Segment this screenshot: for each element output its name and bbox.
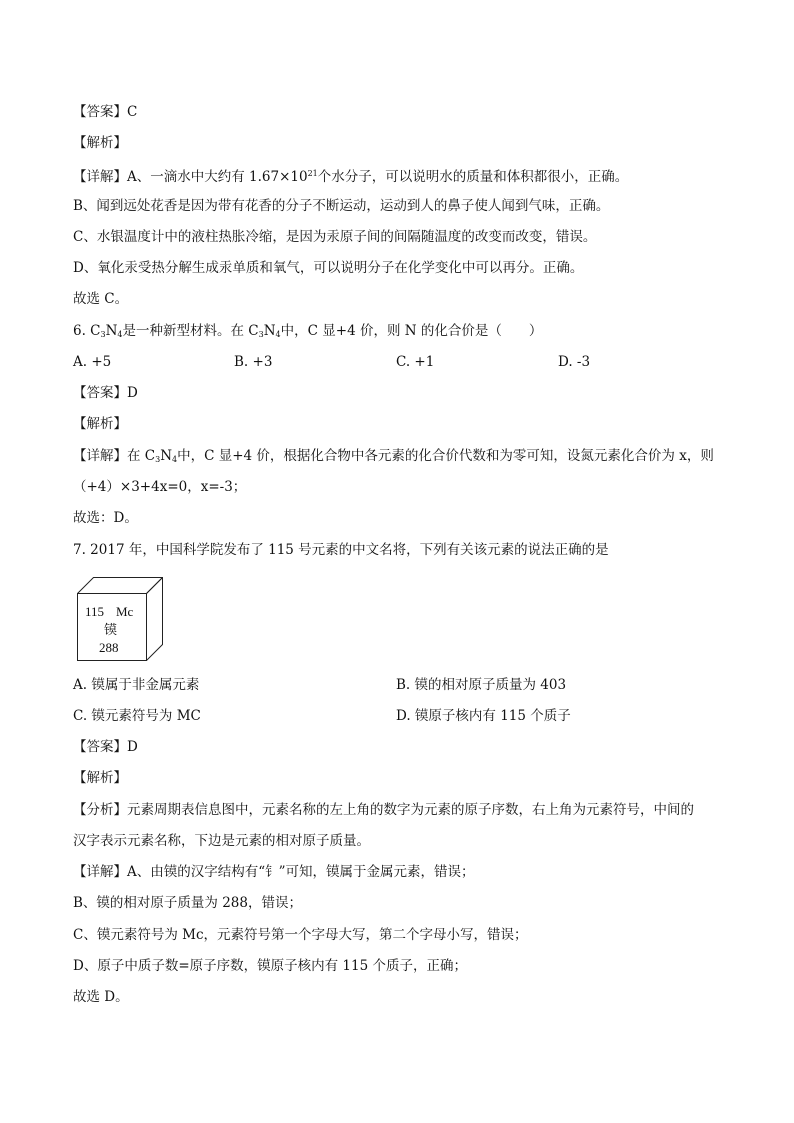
q5-detail-sup: 21 — [307, 169, 318, 178]
q6-sub4b: 4 — [275, 330, 281, 339]
q6-option-d: D. -3 — [558, 354, 591, 370]
q7-option-b: B. 镆的相对原子质量为 403 — [396, 677, 567, 693]
q6-detail-sub3: 3 — [155, 455, 161, 464]
q6-sub4: 4 — [117, 330, 123, 339]
q6-detail-b: 中，C 显+4 价，根据化合物中各元素的化合价代数和为零可知，设氮元素化合价为 x，则 — [177, 448, 714, 464]
q7-fenxi-2: 汉字表示元素名称，下边是元素的相对原子质量。 — [73, 833, 370, 849]
q6-analysis-label: 【解析】 — [73, 416, 127, 432]
q6-detail-sub4: 4 — [172, 455, 178, 464]
q6-stem — [73, 322, 542, 344]
q7-conclusion: 故选 D。 — [73, 989, 129, 1005]
q6-conclusion: 故选：D。 — [73, 510, 138, 526]
q7-answer: 【答案】D — [73, 739, 138, 755]
q6-detail-n: N — [160, 448, 173, 464]
q5-detail-prefix: 【详解】A、一滴水中大约有 1.67×10 — [73, 169, 308, 185]
q6-detail-1 — [73, 447, 714, 469]
q5-detail-a — [73, 165, 628, 186]
q7-detail-d: D、原子中质子数=原子序数，镆原子核内有 115 个质子，正确； — [73, 958, 467, 974]
q5-analysis-label: 【解析】 — [73, 135, 127, 151]
q6-sub3b: 3 — [258, 330, 264, 339]
q7-analysis-label: 【解析】 — [73, 770, 127, 786]
element-mass: 288 — [99, 640, 119, 655]
q5-detail-b: B、闻到远处花香是因为带有花香的分子不断运动，运动到人的鼻子使人闻到气味，正确。 — [73, 198, 610, 214]
q6-stem-end: 中，C 显+4 价，则 N 的化合价是（ ） — [280, 323, 543, 339]
q5-detail-suffix: 个水分子，可以说明水的质量和体积都很小，正确。 — [317, 169, 629, 185]
q6-option-c: C. +1 — [396, 354, 435, 370]
element-name: 镆 — [104, 622, 118, 637]
q7-option-d: D. 镆原子核内有 115 个质子 — [396, 708, 571, 724]
q6-stem-num: 6. C — [73, 323, 101, 339]
q6-detail-a: 【详解】在 C — [73, 448, 156, 464]
q6-sub3: 3 — [100, 330, 106, 339]
q7-fenxi-1: 【分析】元素周期表信息图中，元素名称的左上角的数字为元素的原子序数，右上角为元素符号，中间的 — [73, 802, 694, 818]
q6-option-a: A. +5 — [73, 354, 112, 370]
q5-answer: 【答案】C — [73, 104, 138, 120]
q7-option-a: A. 镆属于非金属元素 — [73, 677, 200, 693]
q7-option-c: C. 镆元素符号为 MC — [73, 708, 201, 724]
q5-conclusion: 故选 C。 — [73, 291, 129, 307]
element-card-figure — [77, 577, 163, 661]
element-symbol: Mc — [116, 604, 134, 619]
q6-n: N — [105, 323, 118, 339]
q6-stem-mid: 是一种新型材料。在 C — [122, 323, 259, 339]
q7-stem: 7. 2017 年，中国科学院发布了 115 号元素的中文名将，下列有关该元素的说法正确的是 — [73, 542, 609, 558]
q5-detail-d: D、氧化汞受热分解生成汞单质和氧气，可以说明分子在化学变化中可以再分。正确。 — [73, 260, 584, 276]
element-number: 115 — [85, 604, 105, 619]
q7-detail-c: C、镆元素符号为 Mc，元素符号第一个字母大写，第二个字母小写，错误； — [73, 927, 528, 943]
q7-detail-a: 【详解】A、由镆的汉字结构有“钅”可知，镆属于金属元素，错误； — [73, 864, 475, 880]
q6-option-b: B. +3 — [234, 354, 273, 370]
q6-n2: N — [263, 323, 276, 339]
element-cube-outline — [77, 577, 163, 661]
q7-detail-b: B、镆的相对原子质量为 288，错误； — [73, 895, 302, 911]
q6-detail-2: （+4）×3+4x=0，x=-3； — [73, 479, 247, 495]
q5-detail-c: C、水银温度计中的液柱热胀冷缩，是因为汞原子间的间隔随温度的改变而改变，错误。 — [73, 229, 597, 245]
q6-answer: 【答案】D — [73, 385, 138, 401]
